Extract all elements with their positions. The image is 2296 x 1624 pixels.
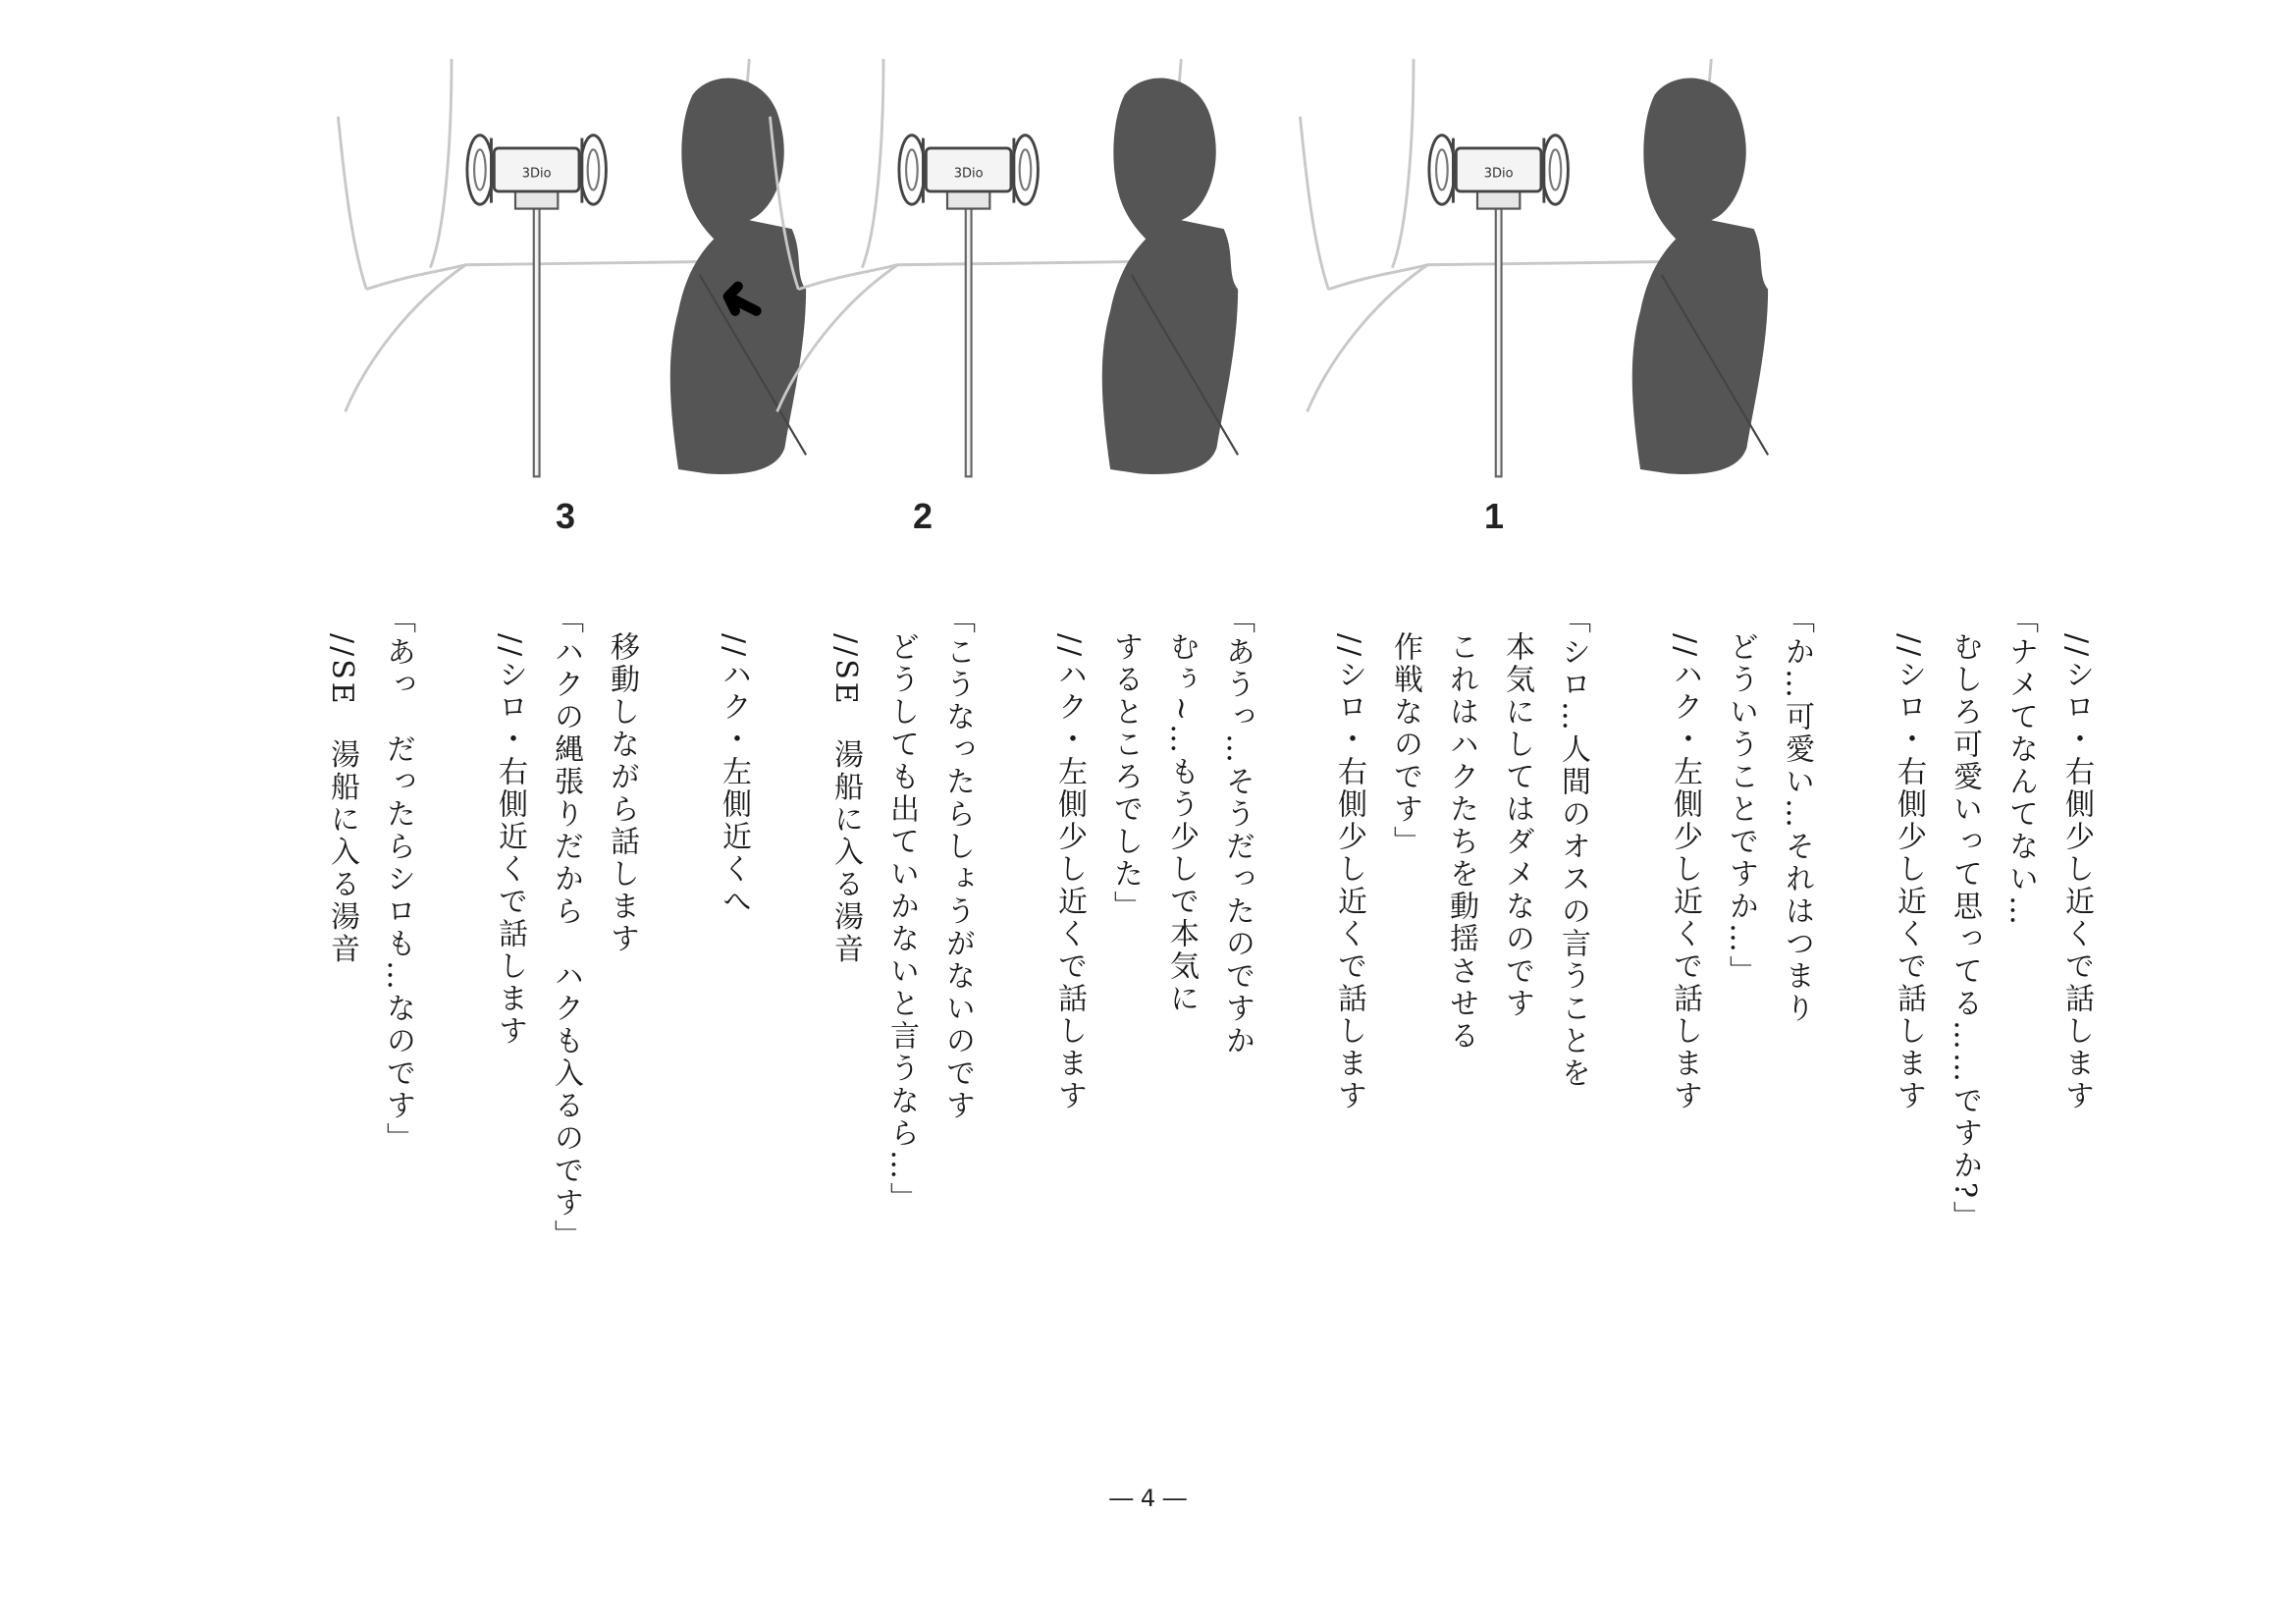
stage-direction: //ハク・左側少し近くで話します	[1052, 633, 1087, 1113]
sound-effect: //SE 湯船に入る湯音	[828, 633, 863, 966]
stage-direction: //シロ・右側少し近くで話します	[1892, 633, 1926, 1113]
dialogue-line: 作戦なのです」	[1388, 631, 1422, 858]
sound-effect: //SE 湯船に入る湯音	[325, 633, 359, 966]
dialogue-line: これはハクたちを動揺させる	[1444, 631, 1478, 1053]
dialogue-line: 「シロ…人間のオスの言うことを	[1556, 604, 1590, 1090]
dialogue-line: むぅ~…もう少しで本気に	[1164, 631, 1199, 1016]
stage-direction: //シロ・右側少し近くで話します	[1332, 633, 1366, 1113]
dialogue-line: 「ナメてなんてない…	[2003, 604, 2038, 928]
binaural-mic-scene	[756, 59, 1266, 491]
dialogue-line: 本気にしてはダメなのです	[1500, 631, 1534, 1020]
dialogue-line: どうしても出ていかないと言うなら…」	[884, 631, 919, 1215]
dialogue-line: するところでした」	[1108, 631, 1143, 923]
dialogue-line: むしろ可愛いって思ってる……ですか?」	[1948, 631, 1982, 1234]
panel-number-2: 2	[913, 496, 934, 536]
stage-direction: //シロ・右側近くで話します	[493, 633, 527, 1049]
illustration-panel-1	[1286, 59, 1796, 491]
dialogue-line: どういうことですか…」	[1724, 631, 1758, 988]
dialogue-line: 「あっ だったらシロも…なのです」	[381, 604, 415, 1155]
stage-direction: //ハク・左側少し近くで話します	[1668, 633, 1702, 1113]
device-label: 3Dio	[953, 166, 984, 182]
page-number: ― 4 ―	[1109, 1485, 1187, 1512]
binaural-mic-scene	[1286, 59, 1796, 491]
stage-direction: 移動しながら話します	[605, 631, 639, 955]
device-label: 3Dio	[521, 166, 552, 182]
dialogue-line: 「あうっ…そうだったのですか	[1220, 604, 1255, 1057]
panel-number-1: 1	[1484, 496, 1505, 536]
device-label: 3Dio	[1483, 166, 1514, 182]
panel-number-3: 3	[556, 496, 576, 536]
dialogue-line: 「こうなったらしょうがないのです	[940, 604, 975, 1122]
script-text	[258, 604, 2105, 1291]
dialogue-line: 「か…可愛い…それはつまり	[1780, 604, 1814, 1025]
stage-direction: //シロ・右側少し近くで話します	[2059, 633, 2094, 1113]
stage-direction: //ハク・左側近くへ	[717, 633, 751, 919]
dialogue-line: 「ハクの縄張りだから ハクも入るのです」	[549, 604, 583, 1252]
illustration-panel-2	[756, 59, 1266, 491]
